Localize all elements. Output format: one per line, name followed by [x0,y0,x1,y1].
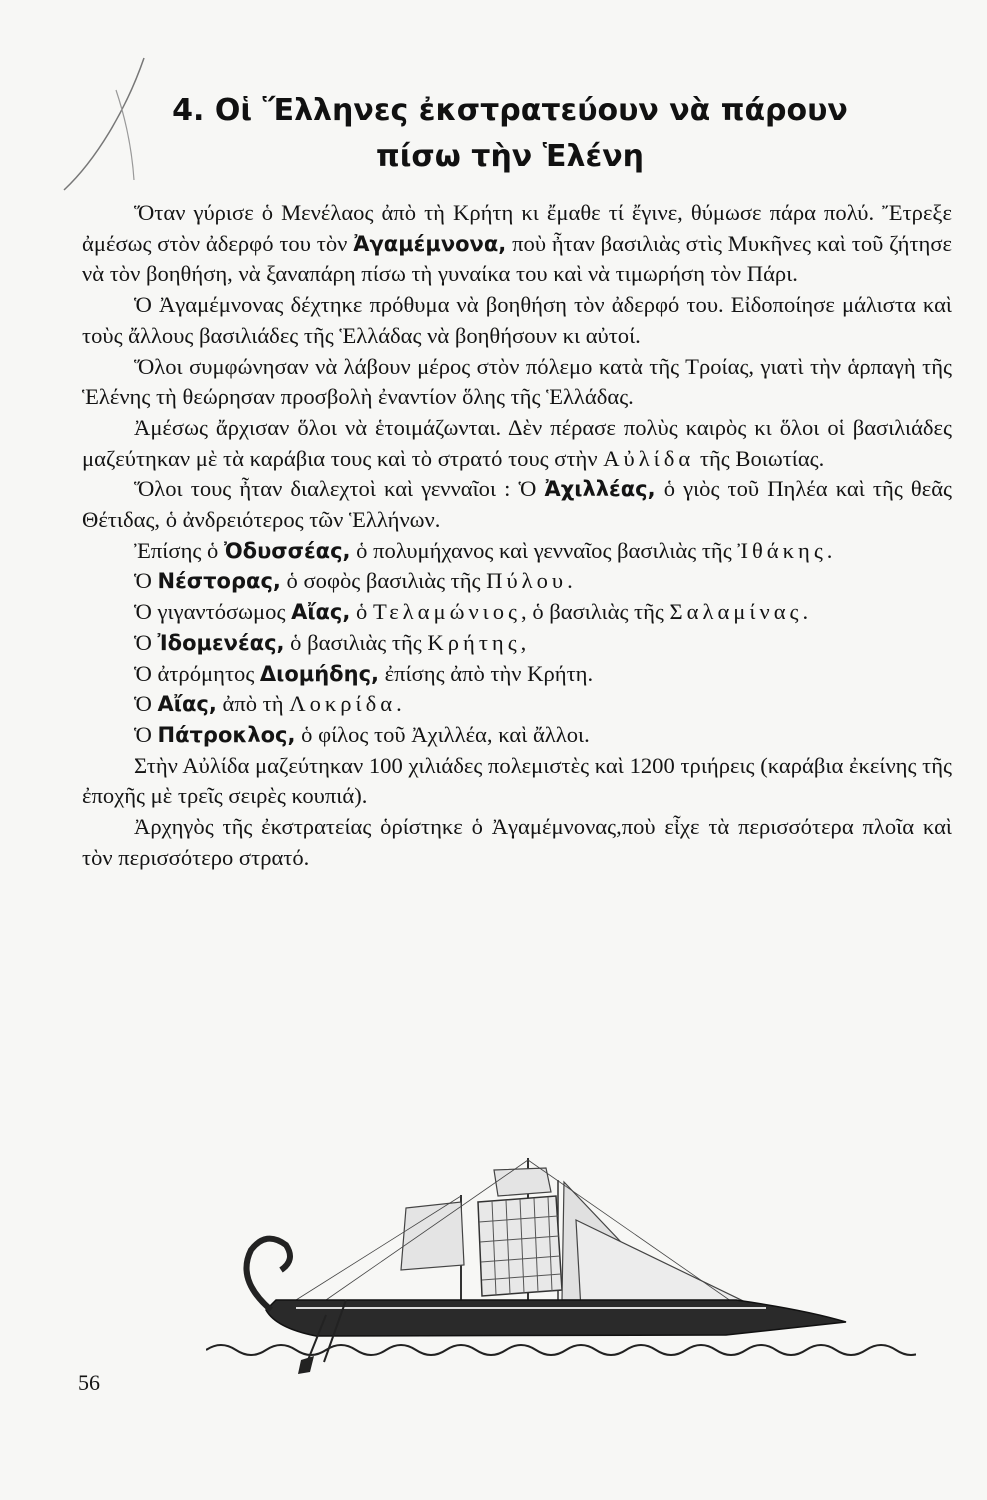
paragraph-13: Στὴν Αὐλίδα μαζεύτηκαν 100 χιλιάδες πολεμιστὲς καὶ 1200 τριήρεις (καράβια ἐκείνης τῆς ἐποχῆς μὲ τρεῖς σειρὲς κουπιά). [82,752,952,809]
text-run: . [396,691,402,717]
text-run: ὁ βασιλιὰς τῆς [284,629,428,655]
text-run: ἀπὸ τὴ [216,691,290,717]
text-run: ὁ γιὸς τοῦ Πηλέα καὶ τῆς θεᾶς Θέτιδας, ὁ ἀνδρειότερος τῶν Ἑλλήνων. [82,476,952,533]
paragraph-4 [82,413,952,474]
text-run: Ὅλοι τους ἦταν διαλεχτοὶ καὶ γενναῖοι : Ὁ [134,476,545,502]
epithet-telamonios: Τελαμώνιος [372,599,522,625]
name-diomedes: Διομήδης, [259,661,379,686]
place-ithaca: Ἰθάκης [737,537,827,563]
place-locris: Λοκρίδα [289,691,397,717]
text-run: , ὁ βασιλιὰς τῆς [521,599,670,625]
text-run: Ἀμέσως ἄρχισαν ὅλοι νὰ ἑτοιμάζωνται. Δὲν πέρασε πολὺς καιρὸς κι ὅλοι οἱ βασιλιάδες μαζεύτηκαν μὲ τὰ καράβια τους καὶ τὸ στρατό τους στὴν [82,414,952,471]
paragraph-1 [82,198,952,290]
chapter-title [80,88,940,180]
text-run: ὁ [350,599,373,625]
text-run: ὁ σοφὸς βασιλιὰς τῆς [280,568,487,594]
paragraph-14: Ἀρχηγὸς τῆς ἐκστρατείας ὁρίστηκε ὁ Ἀγαμέμνονας,ποὺ εἶχε τὰ περισσότερα πλοῖα καὶ τὸν περισσότερο στρατό. [82,814,952,870]
text-run: Ὅταν γύρισε ὁ Μενέλαος ἀπὸ τὴ Κρήτη κι ἔμαθε τί ἔγινε, θύμωσε πάρα πολύ. Ἔτρεξε ἀμέσως στὸν ἀδερφό του τὸν [82,200,952,256]
text-run: τῆς Βοιωτίας. [694,445,825,471]
name-ajax-locrian: Αἴας, [157,692,217,717]
paragraph-7 [82,566,952,597]
text-run: Ὁ [134,691,158,717]
chapter-title-line-1: 4. Οἱ Ἕλληνες ἐκστρατεύουν νὰ πάρουν [172,93,848,128]
name-achilles: Ἀχιλλέας, [544,477,656,502]
paragraph-9 [82,628,952,659]
paragraph-2: Ὁ Ἀγαμέμνονας δέχτηκε πρόθυμα νὰ βοηθήση τὸν ἀδερφό του. Εἰδοποίησε μάλιστα καὶ τοὺς ἄλλους βασιλιάδες τῆς Ἑλλάδας νὰ βοηθήσουν κι αὐτοί. [82,292,952,348]
text-run: Ὁ [134,629,158,655]
text-run: Ὁ γιγαντόσωμος [134,599,292,625]
chapter-title-line-2: πίσω τὴν Ἑλένη [376,139,644,174]
name-ajax-telamonian: Αἴας, [291,600,351,625]
paragraph-8 [82,597,952,628]
paragraph-10 [82,659,952,690]
place-aulis: Αὐλίδα [603,445,695,471]
text-run: . [826,537,833,563]
text-run: . [567,568,573,594]
name-odysseus: Ὀδυσσέας, [223,538,351,563]
paragraph-12 [82,720,952,751]
name-agamemnon: Ἀγαμέμνονα, [353,231,507,256]
text-run: ποὺ ἦταν βασιλιὰς στὶς Μυκῆνες καὶ τοῦ ζήτησε νὰ τὸν βοηθήση, νὰ ξαναπάρη πίσω τὴ γυναίκα του καὶ νὰ τιμωρήση τὸν Πάρι. [82,230,953,287]
ancient-trireme-ship-icon [206,1150,916,1380]
text-run: ἐπίσης ἀπὸ τὴν Κρήτη. [379,660,594,686]
text-run: ὁ πολυμήχανος καὶ γενναῖος βασιλιὰς τῆς [350,537,738,563]
text-run: Ἐπίσης ὁ [134,537,224,563]
place-salamis: Σαλαμίνας [669,599,803,625]
paragraph-6 [82,536,952,567]
paragraph-5 [82,474,952,535]
text-run: Ὁ [134,721,158,747]
name-nestor: Νέστορας, [157,569,281,594]
page-number: 56 [78,1370,100,1395]
place-crete: Κρήτης [427,629,521,655]
name-patroclus: Πάτροκλος, [157,722,296,747]
paragraph-11 [82,689,952,720]
text-run: . [802,599,809,625]
paragraph-3: Ὅλοι συμφώνησαν νὰ λάβουν μέρος στὸν πόλεμο κατὰ τῆς Τροίας, γιατὶ τὴν ἁρπαγὴ τῆς Ἑλένης τὴ θεώρησαν προσβολὴ ἐναντίον ὅλης τῆς Ἑλλάδας. [82,353,952,410]
text-run: Ὁ ἀτρόμητος [134,660,260,686]
text-run: ὁ φίλος τοῦ Ἀχιλλέα, καὶ ἄλλοι. [295,721,590,747]
name-idomeneus: Ἰδομενέας, [157,630,285,655]
text-run: Ὁ [134,568,158,594]
text-run: , [520,629,527,655]
body-text [82,198,952,873]
place-pylos: Πύλου [486,568,568,594]
